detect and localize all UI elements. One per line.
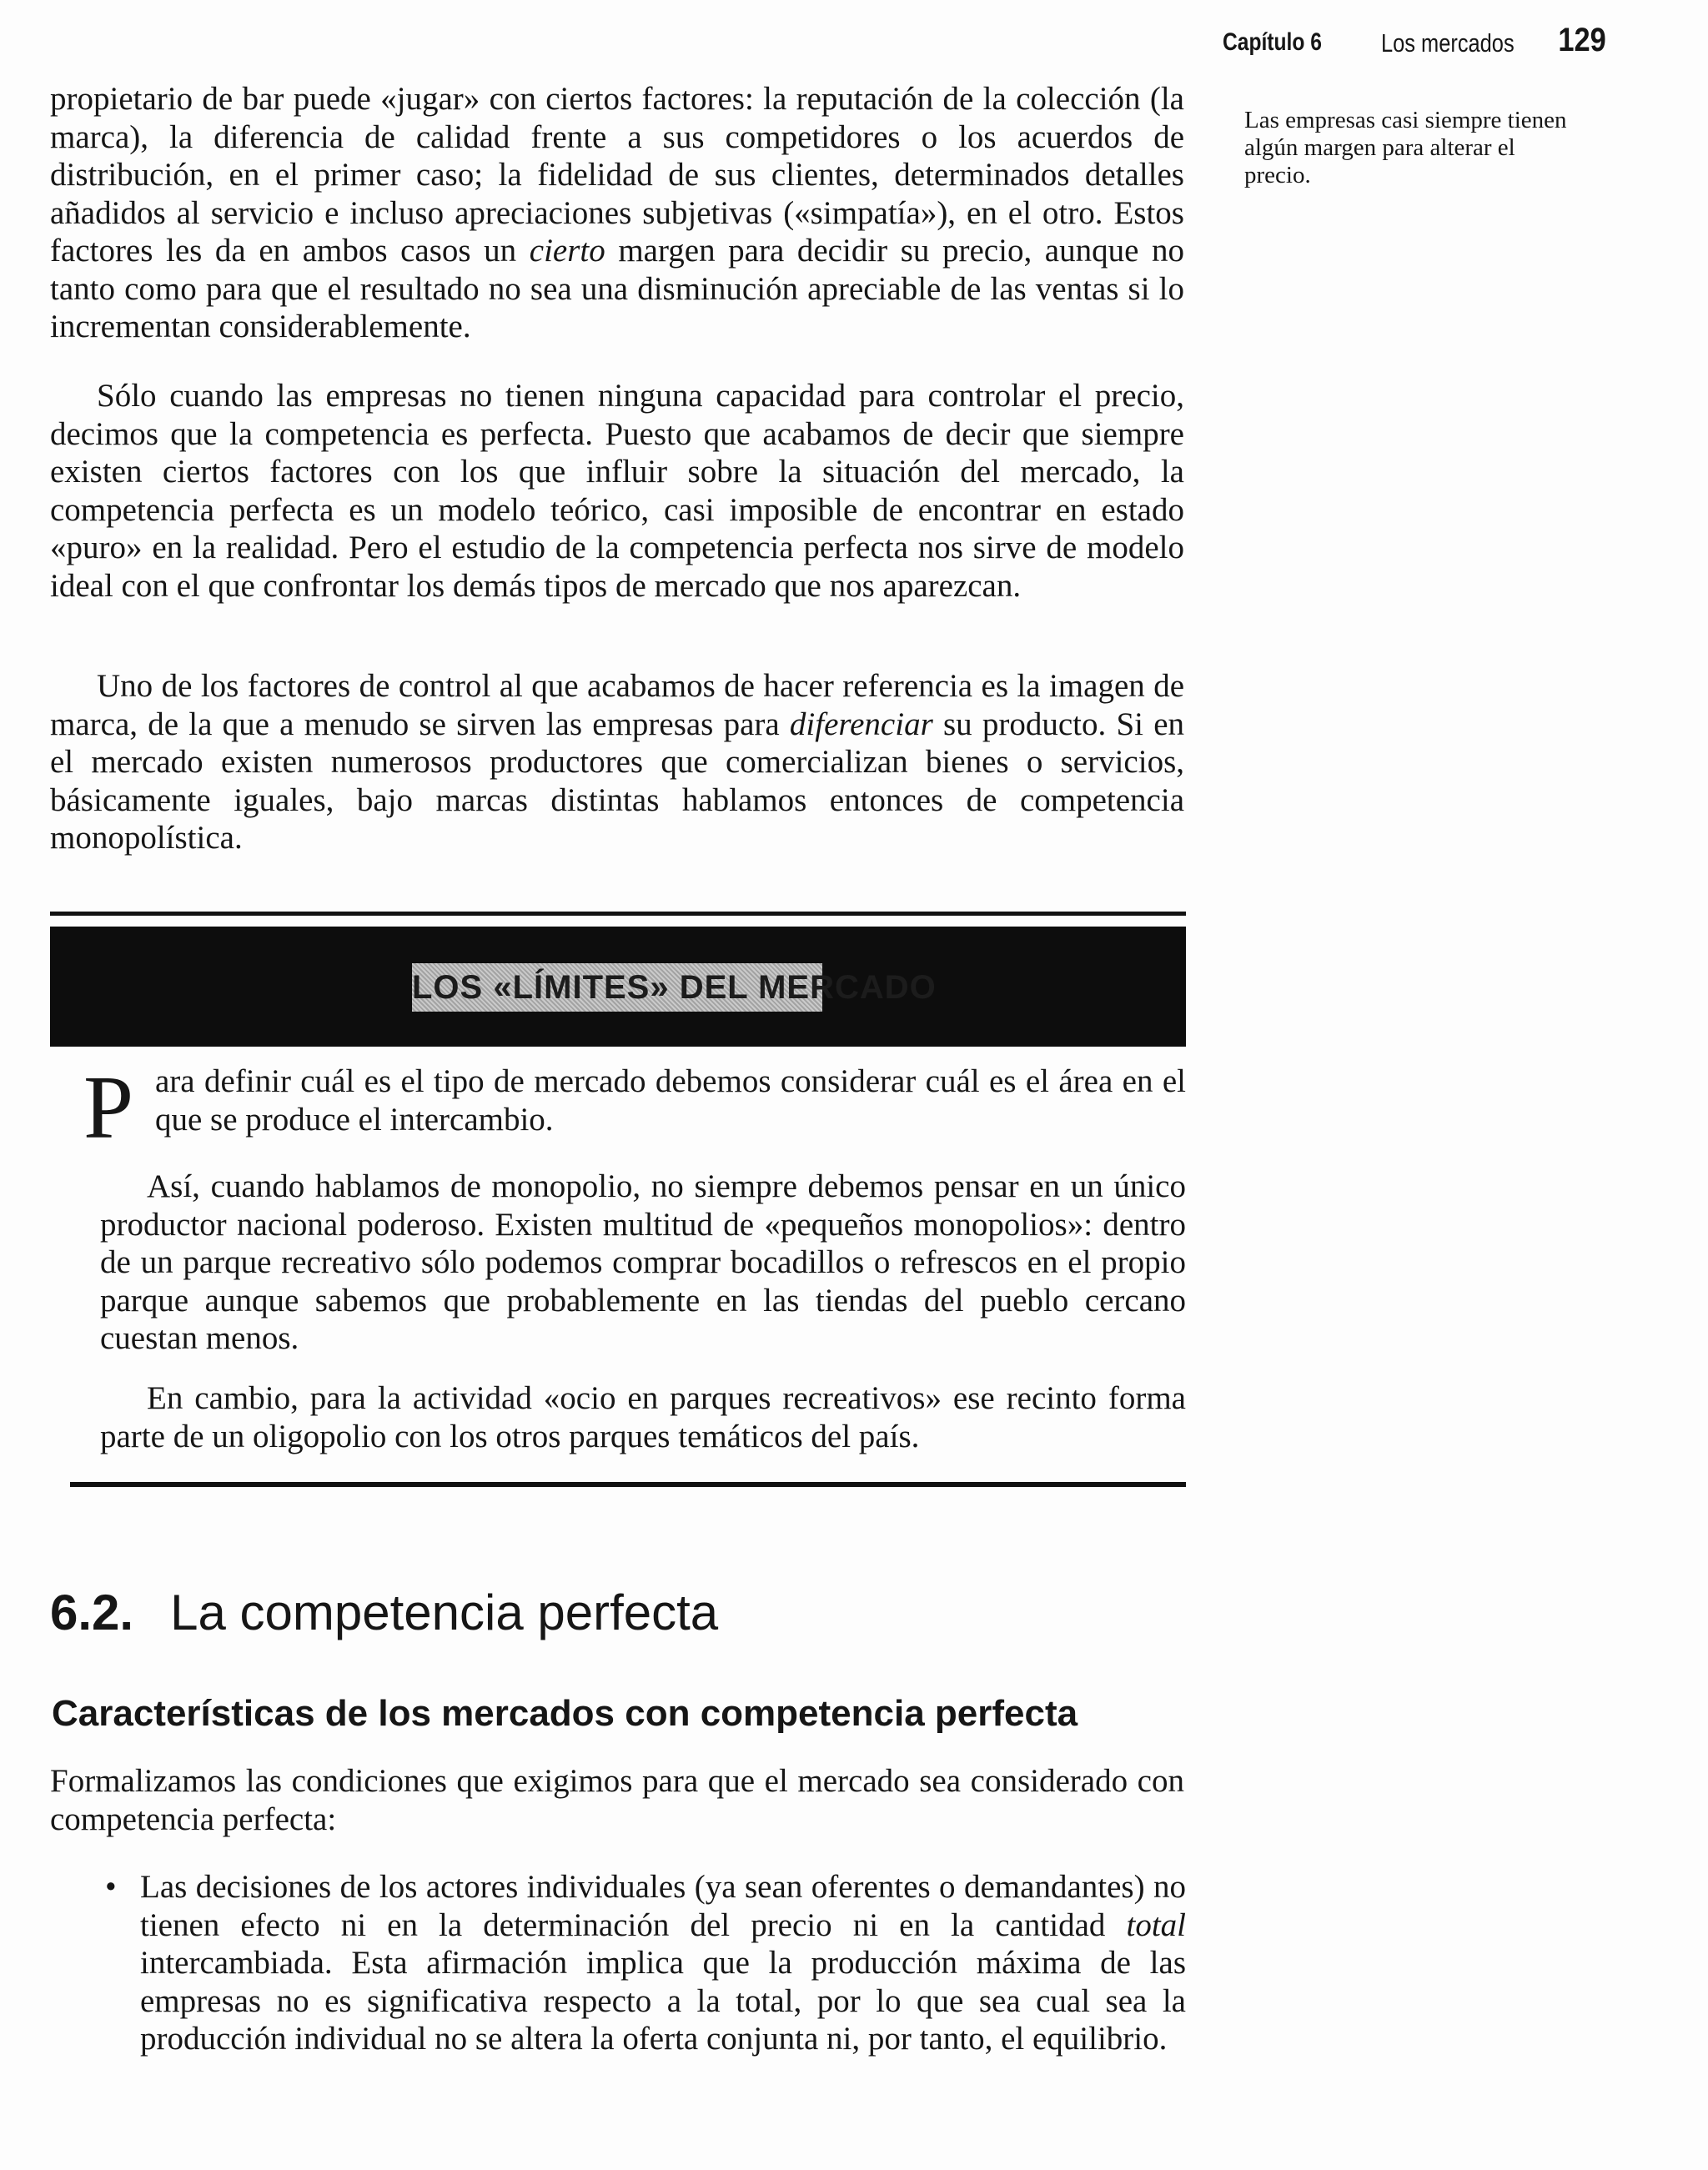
- body-paragraph-2: Sólo cuando las empresas no tienen ninguna capacidad para controlar el precio, decimos que la competencia es perfecta. Puesto que acabamos de decir que siempre existen ciertos factores con los que influir sobre la situación del mercado, la competencia perfecta es un modelo teórico, casi imposible de encontrar en estado «puro» en la realidad. Pero el estudio de la competencia perfecta nos sirve de modelo ideal con el que confrontar los demás tipos de mercado que nos aparezcan.: [50, 378, 1184, 604]
- body-paragraph-3: [50, 667, 1184, 857]
- list-item-italic: total: [1126, 1906, 1186, 1943]
- paragraph-1-text: propietario de bar puede «jugar» con ciertos factores: la reputación de la colección (la marca), la diferencia de calidad frente a sus competidores o los acuerdos de distribución, en el primer caso; la fidelidad de sus clientes, determinados detalles añadidos al servicio e incluso apreciaciones subjetivas («simpatía»), en el otro. Estos factores les da en ambos casos un: [50, 81, 1184, 269]
- subsection-heading: Características de los mercados con competencia perfecta: [52, 1693, 1078, 1734]
- paragraph-3-text-end: su producto. Si en el mercado existen numerosos productores que comercializan bienes o servicios, básicamente iguales, bajo marcas distintas hablamos entonces de competencia monopolística.: [50, 706, 1185, 856]
- box-title: LOS «LÍMITES» DEL MERCADO: [412, 963, 822, 1012]
- paragraph-1-text-end: margen para decidir su precio, aunque no tanto como para que el resultado no sea una disminución apreciable de las ventas si lo incrementan considerablemente.: [50, 233, 1184, 344]
- body-paragraph-1: [50, 80, 1184, 346]
- paragraph-3-italic: diferenciar: [789, 706, 933, 742]
- section-title: La competencia perfecta: [170, 1585, 719, 1640]
- section-intro: Formalizamos las condiciones que exigimos para que el mercado sea considerado con competencia perfecta:: [50, 1763, 1184, 1837]
- paragraph-1-italic: cierto: [529, 233, 605, 269]
- list-item: [50, 1868, 1186, 2058]
- box-paragraph-3: En cambio, para la actividad «ocio en parques recreativos» ese recinto forma parte de un oligopolio con los otros parques temáticos del país.: [100, 1380, 1186, 1454]
- running-header: [1223, 22, 1606, 58]
- margin-note: Las empresas casi siempre tienen algún margen para alterar el precio.: [1244, 107, 1567, 188]
- conditions-list: [50, 1868, 1186, 2058]
- drop-cap: P: [83, 1058, 134, 1158]
- section-number: 6.2.: [50, 1585, 134, 1640]
- chapter-title: Los mercados: [1381, 28, 1515, 58]
- box-bottom-rule: [70, 1482, 1186, 1487]
- box-paragraph-1: ara definir cuál es el tipo de mercado debemos considerar cuál es el área en el que se produce el intercambio.: [155, 1063, 1186, 1138]
- chapter-label: Capítulo 6: [1223, 28, 1322, 56]
- list-item-text-end: intercambiada. Esta afirmación implica que la producción máxima de las empresas no es significativa respecto a la total, por lo que sea cual sea la producción individual no se altera la oferta conjunta ni, por tanto, el equilibrio.: [140, 1945, 1186, 2057]
- list-item-text: Las decisiones de los actores individuales (ya sean oferentes o demandantes) no tienen efecto ni en la determinación del precio ni en la cantidad: [140, 1869, 1186, 1943]
- section-heading: [50, 1583, 718, 1643]
- paragraph-3-text: Uno de los factores de control al que acabamos de hacer referencia es la imagen de marca, de la que a menudo se sirven las empresas para: [50, 668, 1184, 742]
- box-top-rule: [50, 912, 1186, 916]
- bullet-marker: •: [105, 1869, 117, 1905]
- box-paragraph-2: Así, cuando hablamos de monopolio, no siempre debemos pensar en un único productor nacional poderoso. Existen multitud de «pequeños monopolios»: dentro de un parque recreativo sólo podemos comprar bocadillos o refrescos en el propio parque aunque sabemos que probablemente en las tiendas del pueblo cercano cuestan menos.: [100, 1168, 1186, 1356]
- page-number: 129: [1558, 22, 1606, 58]
